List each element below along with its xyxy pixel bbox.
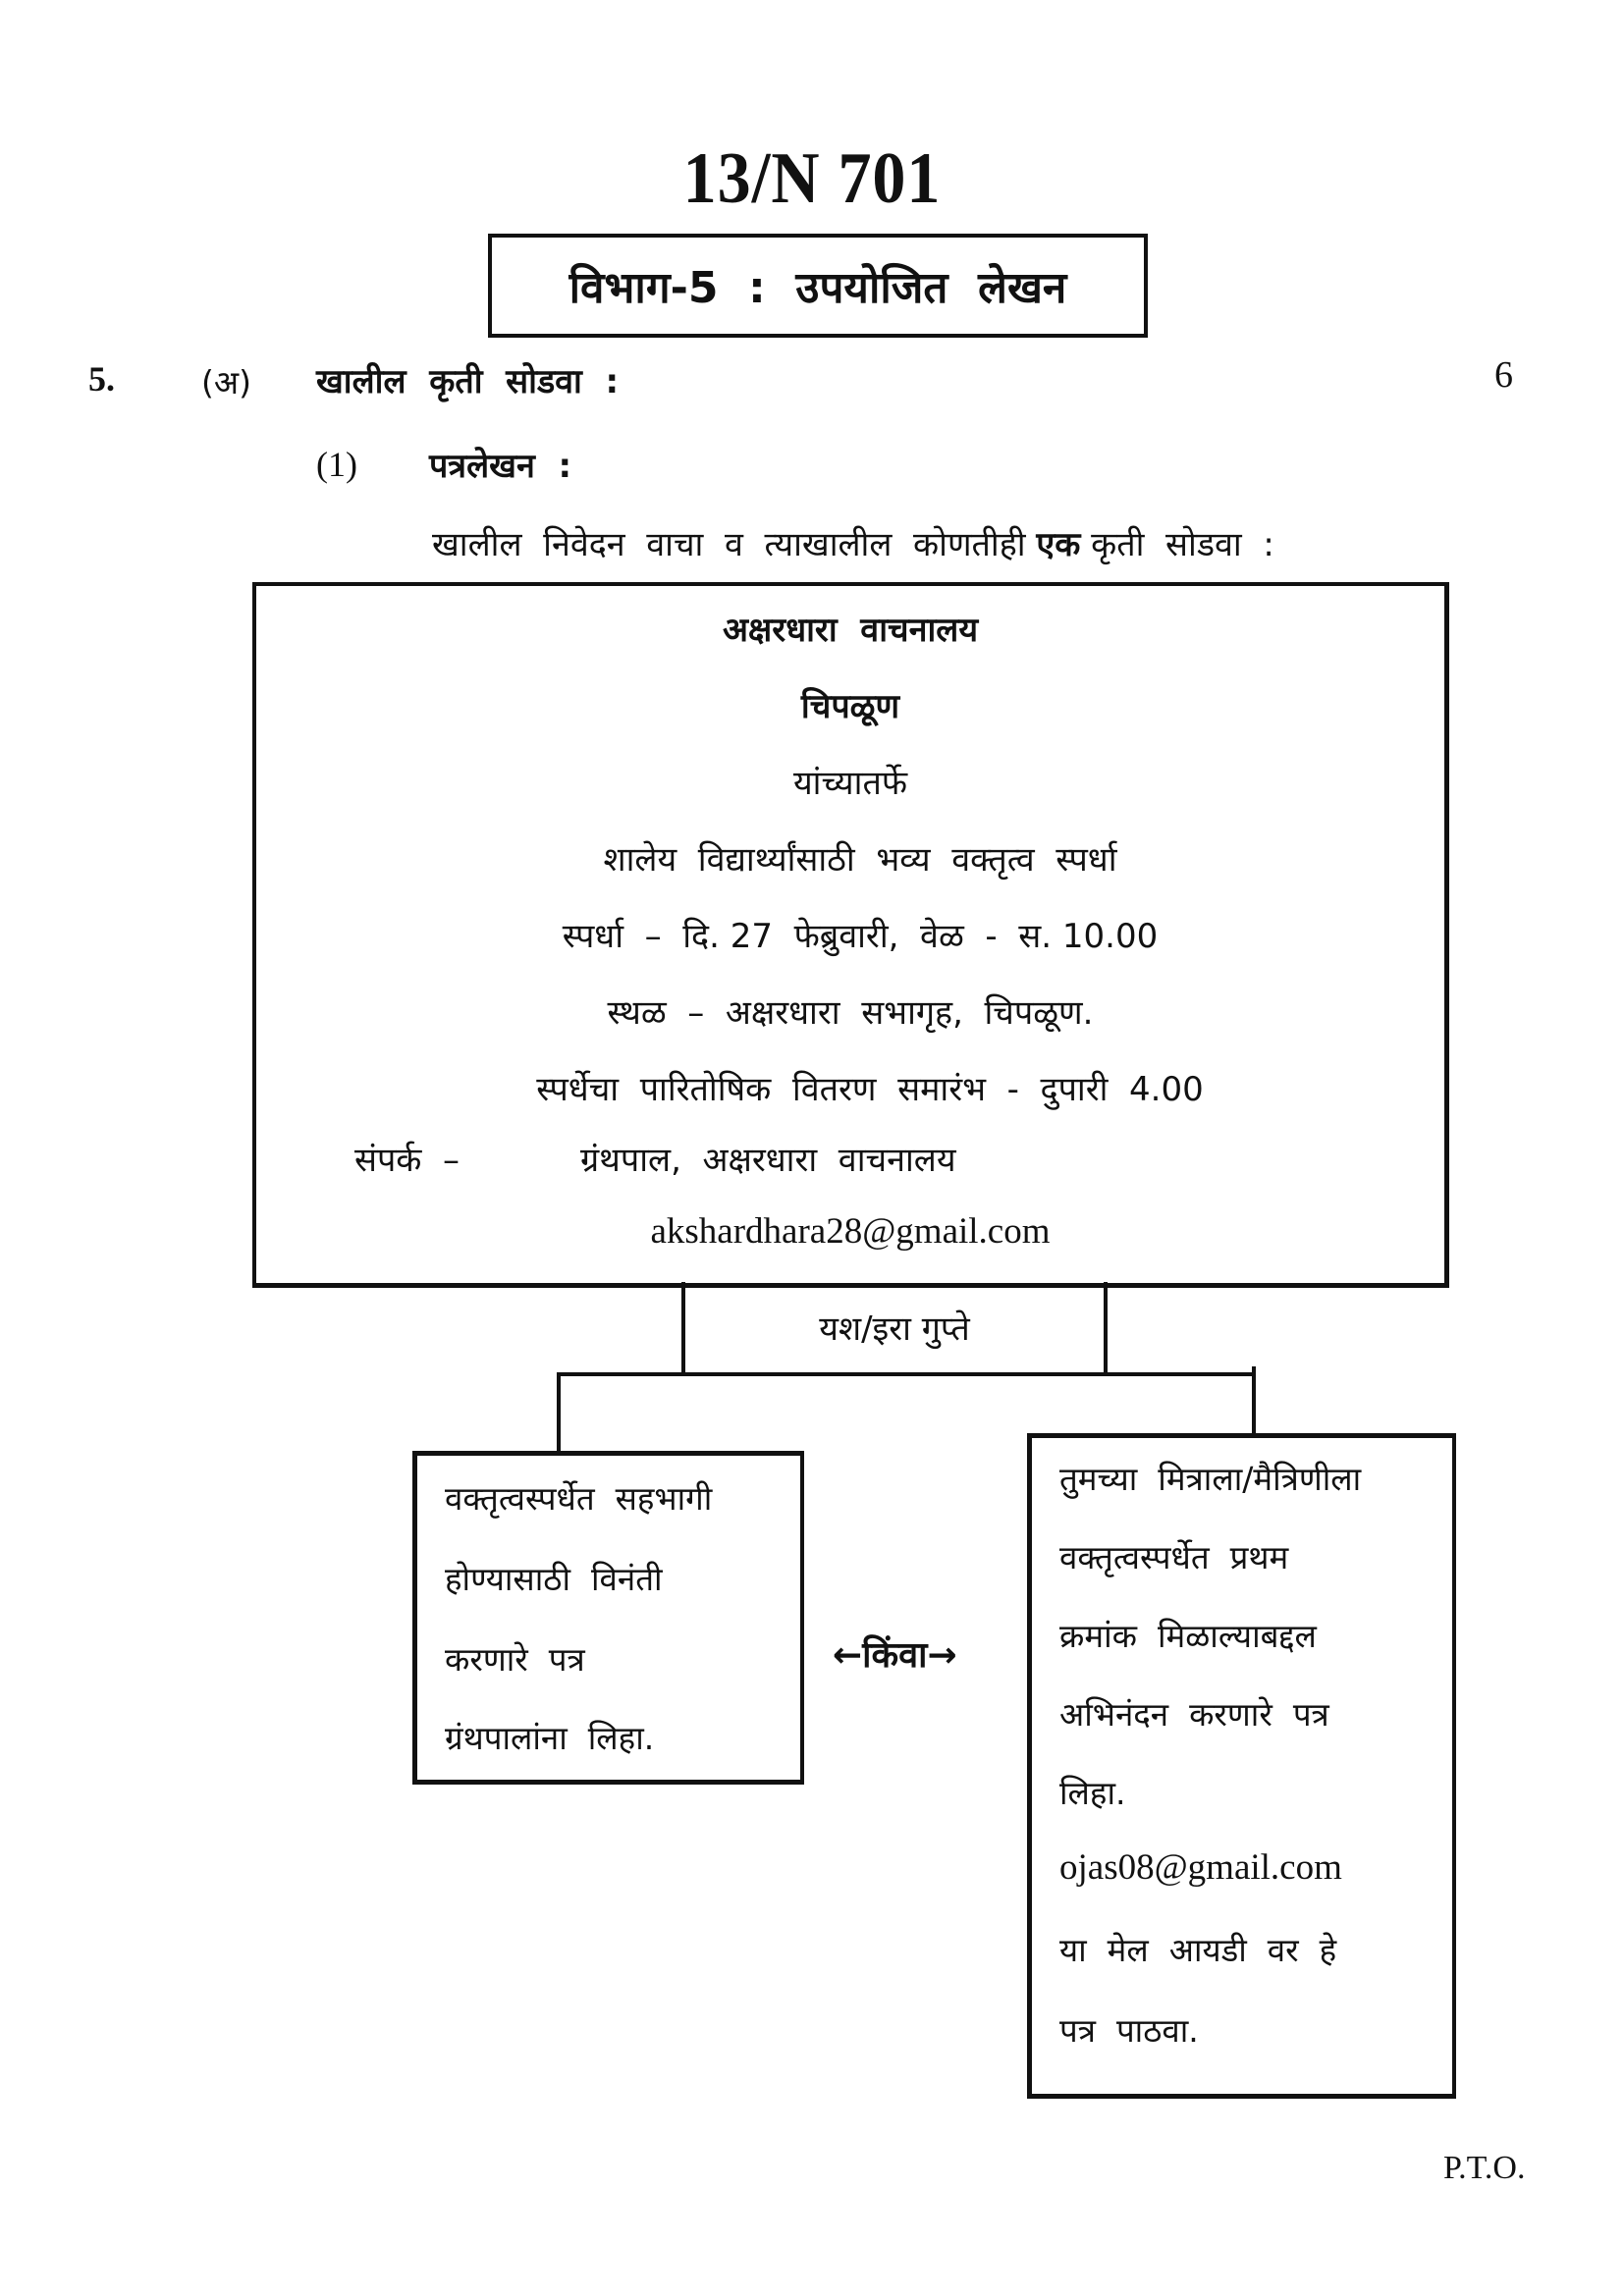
- notice-contact-label: संपर्क –: [354, 1141, 460, 1180]
- question-number: 5.: [88, 359, 115, 399]
- instruction-text: खालील निवेदन वाचा व त्याखालील कोणतीही: [432, 525, 1037, 564]
- notice-box: [252, 582, 1449, 1288]
- bracket-right-drop: [1252, 1366, 1256, 1435]
- part-title: पत्रलेखन :: [429, 447, 572, 486]
- notice-by: यांच्यातर्फे: [792, 764, 908, 803]
- notice-contact-person: ग्रंथपाल, अक्षरधारा वाचनालय: [580, 1141, 956, 1180]
- section-title-box: [488, 234, 1148, 338]
- option-right-line: वक्तृत्वस्पर्धेत प्रथम: [1059, 1538, 1289, 1576]
- bracket-left-drop: [557, 1372, 561, 1453]
- option-left-line: ग्रंथपालांना लिहा.: [445, 1719, 655, 1757]
- bracket-horizontal-line: [557, 1372, 1256, 1376]
- option-right-line: तुमच्या मित्राला/मैत्रिणीला: [1059, 1460, 1362, 1498]
- option-left-line: करणारे पत्र: [445, 1640, 585, 1679]
- marks: 6: [1494, 354, 1513, 396]
- notice-event: शालेय विद्यार्थ्यांसाठी भव्य वक्तृत्व स्पर्धा: [603, 840, 1117, 880]
- paper-code: 13/N 701: [682, 138, 942, 219]
- sender-name: यश/इरा गुप्ते: [819, 1309, 970, 1349]
- instruction-emphasis: एक: [1036, 525, 1081, 564]
- section-title: विभाग-5 : उपयोजित लेखन: [568, 263, 1067, 313]
- option-right-line: या मेल आयडी वर हे: [1059, 1931, 1337, 1969]
- sub-question-label: (अ): [201, 363, 251, 401]
- notice-city: चिपळूण: [800, 687, 900, 726]
- notice-date-time: स्पर्धा – दि. 27 फेब्रुवारी, वेळ - स. 10.00: [562, 917, 1159, 956]
- option-right-line: लिहा.: [1059, 1774, 1126, 1812]
- page-turn-note: P.T.O.: [1443, 2150, 1526, 2186]
- sender-name-box: [681, 1282, 1108, 1376]
- sub-question-text: खालील कृती सोडवा :: [316, 362, 620, 401]
- notice-venue: स्थळ – अक्षरधारा सभागृह, चिपळूण.: [607, 993, 1094, 1033]
- option-left-line: होण्यासाठी विनंती: [445, 1560, 663, 1598]
- notice-prize: स्पर्धेचा पारितोषिक वितरण समारंभ - दुपारी 4.00: [536, 1070, 1204, 1109]
- instruction: [432, 520, 1274, 565]
- option-right-line: क्रमांक मिळाल्याबद्दल: [1059, 1617, 1317, 1655]
- option-right-email: ojas08@gmail.com: [1059, 1847, 1342, 1888]
- option-box-right: [1027, 1433, 1456, 2099]
- option-box-left: [412, 1451, 804, 1785]
- instruction-text-end: कृती सोडवा :: [1080, 525, 1274, 564]
- option-right-line: पत्र पाठवा.: [1059, 2011, 1199, 2050]
- option-right-line: अभिनंदन करणारे पत्र: [1059, 1695, 1329, 1734]
- notice-organizer: अक्षरधारा वाचनालय: [722, 611, 979, 650]
- part-label: (1): [316, 445, 357, 484]
- or-separator: ←किंवा→: [833, 1635, 957, 1676]
- notice-contact-email: akshardhara28@gmail.com: [650, 1211, 1051, 1252]
- option-left-line: वक्तृत्वस्पर्धेत सहभागी: [445, 1479, 713, 1518]
